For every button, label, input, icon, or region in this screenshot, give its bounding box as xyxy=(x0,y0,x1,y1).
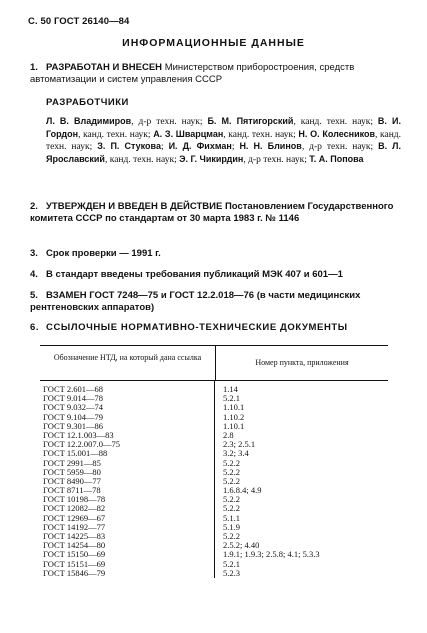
table-cell-clause: 5.2.2 xyxy=(223,494,240,505)
item-text: (в части медицинских рентгеновских аппаратов) xyxy=(30,290,361,313)
table-cell-designation: ГОСТ 5959—80 xyxy=(43,466,101,477)
developer-degree: , канд. техн. наук xyxy=(78,129,148,140)
developer-degree: , д-р техн. наук xyxy=(301,142,371,153)
table-cell-clause: 1.10.2 xyxy=(223,411,245,422)
table-cell-clause: 5.2.1 xyxy=(223,393,240,404)
references-table xyxy=(40,345,388,578)
table-cell-clause: 5.2.2 xyxy=(223,531,240,541)
table-cell-designation: ГОСТ 15151—69 xyxy=(43,558,106,569)
clause-column xyxy=(215,381,388,578)
table-cell-designation: ГОСТ 12082—82 xyxy=(43,503,106,514)
table-header-designation: Обозначение НТД, на который дана ссылка xyxy=(40,346,216,380)
developer-name: Н. О. Колесников xyxy=(298,128,376,139)
table-cell-designation: ГОСТ 12969—67 xyxy=(43,512,106,523)
item-number: 5. xyxy=(30,290,38,301)
developer-degree: , канд. техн. наук xyxy=(46,129,402,153)
table-cell-designation: ГОСТ 15150—69 xyxy=(43,549,106,560)
item-number: 3. xyxy=(30,248,38,259)
page-header: С. 50 ГОСТ 26140—84 xyxy=(28,16,130,27)
table-cell-clause: 1.9.1; 1.9.3; 2.5.8; 4.1; 5.3.3 xyxy=(223,549,320,560)
developer-name: Н. Н. Блинов xyxy=(239,141,302,152)
item-3 xyxy=(30,248,400,260)
item-bold-text: РАЗРАБОТАН И ВНЕСЕН xyxy=(46,62,163,73)
developer-name: Б. М. Пятигорский xyxy=(207,116,294,126)
item-number: 6. xyxy=(30,322,40,333)
developer-name: З. П. Стукова xyxy=(97,141,161,152)
item-bold-text: ВЗАМЕН ГОСТ 7248—75 и ГОСТ 12.2.018—76 xyxy=(46,290,255,301)
table-cell-clause: 5.1.9 xyxy=(223,521,240,532)
table-cell-designation: ГОСТ 12.1.003—83 xyxy=(43,429,114,440)
table-cell-designation: ГОСТ 2.601—68 xyxy=(43,384,104,394)
developer-name: И. Д. Фихман xyxy=(168,141,232,152)
developer-name: А. З. Шварцман xyxy=(153,128,224,139)
table-cell-designation: ГОСТ 8490—77 xyxy=(43,475,101,486)
item-text: ССЫЛОЧНЫЕ НОРМАТИВНО-ТЕХНИЧЕСКИЕ ДОКУМЕНТЫ xyxy=(46,322,348,333)
item-text: Постановлением Государственного комитета СССР по стандартам от 30 марта 1983 г. № 1146 xyxy=(30,201,394,224)
table-cell-clause: 5.1.1 xyxy=(223,512,240,523)
table-cell-designation: ГОСТ 15846—79 xyxy=(43,567,106,578)
table-cell-clause: 5.2.2 xyxy=(223,475,240,486)
item-text: Министерством приборостроения, средств автоматизации и систем управления СССР xyxy=(30,62,355,85)
item-1 xyxy=(30,62,400,86)
table-header-clause: Номер пункта, приложения xyxy=(255,358,349,367)
table-cell-clause: 1.14 xyxy=(223,384,238,394)
table-cell-clause: 3.2; 3.4 xyxy=(223,448,249,459)
developer-degree: , канд. техн. наук xyxy=(104,154,175,165)
designation-column xyxy=(40,381,215,578)
table-cell-clause: 2.8 xyxy=(223,429,234,440)
developer-name: Т. А. Попова xyxy=(309,153,364,164)
developer-degree: , д-р техн. наук xyxy=(243,154,305,165)
table-header xyxy=(40,346,388,381)
item-6 xyxy=(30,322,400,334)
table-cell-clause: 5.2.2 xyxy=(223,503,240,514)
developer-name: В. Л. Ярославский xyxy=(46,141,401,164)
developers-heading: РАЗРАБОТЧИКИ xyxy=(46,97,129,108)
item-number: 1. xyxy=(30,62,38,73)
developer-degree: , канд. техн. наук xyxy=(223,129,294,140)
developer-name: Э. Г. Чикирдин xyxy=(179,153,244,164)
item-number: 4. xyxy=(30,269,38,280)
table-body xyxy=(40,381,388,578)
table-cell-clause: 5.2.2 xyxy=(223,457,240,468)
table-cell-designation: ГОСТ 14254—80 xyxy=(43,540,106,551)
table-cell-designation: ГОСТ 12.2.007.0—75 xyxy=(43,439,121,450)
developer-name: Л. В. Владимиров xyxy=(46,116,132,126)
table-cell-clause: 5.2.3 xyxy=(223,567,240,578)
item-number: 2. xyxy=(30,201,38,212)
table-cell-designation: ГОСТ 2991—85 xyxy=(43,457,101,468)
developer-name: В. И. Гордон xyxy=(46,116,401,139)
table-cell-clause: 2.3; 2.5.1 xyxy=(223,439,256,450)
developer-degree: , д-р техн. наук xyxy=(131,117,200,127)
item-text: В стандарт введены требования публикаций МЭК 407 и 601—1 xyxy=(46,269,343,280)
item-bold-text: УТВЕРЖДЕН И ВВЕДЕН В ДЕЙСТВИЕ xyxy=(46,201,223,212)
table-cell-designation: ГОСТ 9.301—86 xyxy=(43,420,104,431)
table-cell-clause: 5.2.1 xyxy=(223,558,240,569)
table-cell-designation: ГОСТ 8711—78 xyxy=(43,485,101,496)
table-cell-designation: ГОСТ 14192—77 xyxy=(43,521,106,532)
table-cell-clause: 2.5.2; 4.40 xyxy=(223,540,260,551)
table-cell-designation: ГОСТ 14225—83 xyxy=(43,531,106,541)
table-cell-clause: 1.10.1 xyxy=(223,420,245,431)
table-cell-designation: ГОСТ 9.014—78 xyxy=(43,393,104,404)
table-cell-clause: 5.2.2 xyxy=(223,466,240,477)
developers-list: Л. В. Владимиров, д-р техн. наук; Б. М. Пятигорский, канд. техн. наук; В. И. Гордон, канд. техн. наук; А. З. Шварцман, канд. техн. наук; Н. О. Колесников, канд. техн. наук; З. П. Стукова; И. Д. Фихман; Н. Н. Блинов, д-р техн. наук; В. Л. Ярославский, канд. техн. наук; Э. Г. Чикирдин, д-р техн. наук; Т. А. Попова xyxy=(46,116,402,165)
item-text: Срок проверки — 1991 г. xyxy=(46,248,161,259)
table-cell-clause: 1.6.8.4; 4.9 xyxy=(223,485,262,496)
table-cell-designation: ГОСТ 10198—78 xyxy=(43,494,106,505)
table-cell-designation: ГОСТ 9.104—79 xyxy=(43,411,104,422)
item-2 xyxy=(30,201,400,225)
table-cell-designation: ГОСТ 9.032—74 xyxy=(43,402,104,413)
page-title: ИНФОРМАЦИОННЫЕ ДАННЫЕ xyxy=(122,37,305,49)
developer-degree: , канд. техн. наук xyxy=(293,117,371,127)
item-5 xyxy=(30,290,400,314)
table-cell-designation: ГОСТ 15.001—88 xyxy=(43,448,108,459)
item-4 xyxy=(30,269,400,281)
table-cell-clause: 1.10.1 xyxy=(223,402,245,413)
